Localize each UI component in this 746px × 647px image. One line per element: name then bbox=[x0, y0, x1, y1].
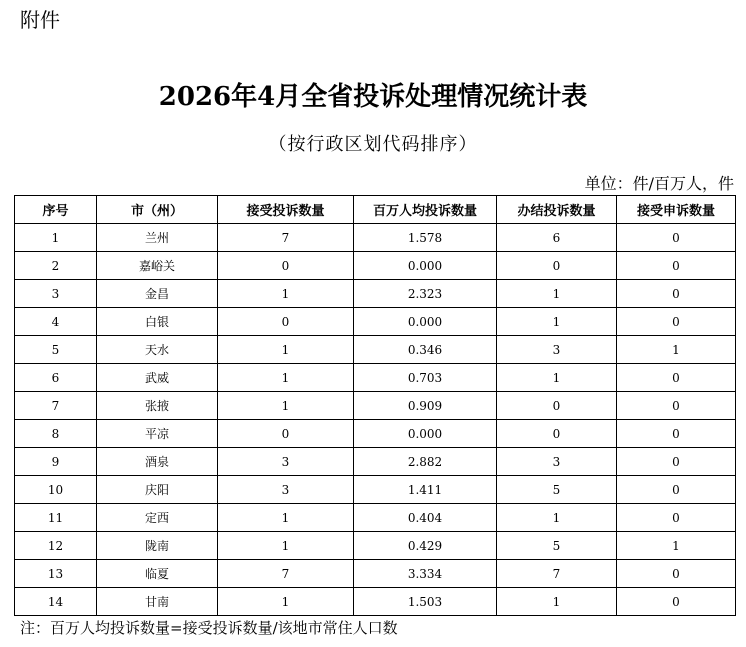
table-row bbox=[15, 364, 736, 392]
cell-complaints-received: 3 bbox=[218, 448, 354, 476]
footnote: 注：百万人均投诉数量=接受投诉数量/该地市常住人口数 bbox=[20, 619, 398, 637]
cell-appeals-received: 0 bbox=[617, 280, 736, 308]
cell-complaints-resolved: 1 bbox=[497, 588, 617, 616]
cell-index: 2 bbox=[15, 252, 97, 280]
cell-appeals-received: 0 bbox=[617, 588, 736, 616]
cell-city: 陇南 bbox=[97, 532, 218, 560]
header-complaints-received: 接受投诉数量 bbox=[218, 196, 354, 224]
cell-appeals-received: 0 bbox=[617, 560, 736, 588]
cell-complaints-per-million: 3.334 bbox=[354, 560, 497, 588]
cell-complaints-per-million: 1.411 bbox=[354, 476, 497, 504]
cell-complaints-per-million: 1.578 bbox=[354, 224, 497, 252]
table-header-row bbox=[15, 196, 736, 224]
cell-complaints-received: 1 bbox=[218, 588, 354, 616]
cell-complaints-resolved: 6 bbox=[497, 224, 617, 252]
cell-complaints-received: 0 bbox=[218, 308, 354, 336]
cell-appeals-received: 1 bbox=[617, 336, 736, 364]
cell-complaints-resolved: 1 bbox=[497, 280, 617, 308]
cell-city: 金昌 bbox=[97, 280, 218, 308]
table-row bbox=[15, 448, 736, 476]
cell-index: 12 bbox=[15, 532, 97, 560]
cell-index: 9 bbox=[15, 448, 97, 476]
cell-appeals-received: 0 bbox=[617, 420, 736, 448]
cell-complaints-resolved: 0 bbox=[497, 392, 617, 420]
cell-complaints-received: 7 bbox=[218, 224, 354, 252]
unit-label: 单位：件/百万人，件 bbox=[584, 174, 734, 193]
cell-complaints-received: 0 bbox=[218, 252, 354, 280]
cell-complaints-resolved: 5 bbox=[497, 532, 617, 560]
cell-complaints-resolved: 1 bbox=[497, 504, 617, 532]
header-complaints-per-million: 百万人均投诉数量 bbox=[354, 196, 497, 224]
cell-city: 定西 bbox=[97, 504, 218, 532]
cell-index: 7 bbox=[15, 392, 97, 420]
cell-city: 临夏 bbox=[97, 560, 218, 588]
cell-complaints-resolved: 1 bbox=[497, 308, 617, 336]
cell-appeals-received: 0 bbox=[617, 364, 736, 392]
cell-complaints-received: 1 bbox=[218, 504, 354, 532]
cell-city: 武威 bbox=[97, 364, 218, 392]
cell-index: 1 bbox=[15, 224, 97, 252]
table-row bbox=[15, 532, 736, 560]
cell-appeals-received: 0 bbox=[617, 392, 736, 420]
cell-complaints-received: 1 bbox=[218, 280, 354, 308]
cell-appeals-received: 1 bbox=[617, 532, 736, 560]
cell-complaints-resolved: 3 bbox=[497, 336, 617, 364]
cell-city: 酒泉 bbox=[97, 448, 218, 476]
cell-appeals-received: 0 bbox=[617, 476, 736, 504]
cell-complaints-received: 3 bbox=[218, 476, 354, 504]
cell-complaints-per-million: 0.000 bbox=[354, 252, 497, 280]
cell-complaints-received: 1 bbox=[218, 364, 354, 392]
page-title: 2026年4月全省投诉处理情况统计表 bbox=[158, 82, 588, 112]
cell-complaints-received: 0 bbox=[218, 420, 354, 448]
cell-appeals-received: 0 bbox=[617, 504, 736, 532]
table-row bbox=[15, 504, 736, 532]
cell-city: 甘南 bbox=[97, 588, 218, 616]
table-row bbox=[15, 308, 736, 336]
header-appeals-received: 接受申诉数量 bbox=[617, 196, 736, 224]
table-row bbox=[15, 224, 736, 252]
cell-index: 6 bbox=[15, 364, 97, 392]
cell-complaints-per-million: 0.346 bbox=[354, 336, 497, 364]
cell-complaints-per-million: 2.323 bbox=[354, 280, 497, 308]
cell-complaints-received: 1 bbox=[218, 336, 354, 364]
table-row bbox=[15, 252, 736, 280]
cell-city: 庆阳 bbox=[97, 476, 218, 504]
cell-city: 张掖 bbox=[97, 392, 218, 420]
cell-appeals-received: 0 bbox=[617, 252, 736, 280]
cell-index: 13 bbox=[15, 560, 97, 588]
statistics-table bbox=[14, 195, 736, 616]
attachment-label: 附件 bbox=[20, 8, 60, 32]
cell-complaints-resolved: 3 bbox=[497, 448, 617, 476]
cell-city: 兰州 bbox=[97, 224, 218, 252]
cell-appeals-received: 0 bbox=[617, 448, 736, 476]
header-city: 市（州） bbox=[97, 196, 218, 224]
cell-appeals-received: 0 bbox=[617, 308, 736, 336]
page-subtitle: （按行政区划代码排序） bbox=[268, 134, 478, 155]
cell-complaints-received: 1 bbox=[218, 392, 354, 420]
cell-index: 5 bbox=[15, 336, 97, 364]
cell-appeals-received: 0 bbox=[617, 224, 736, 252]
table-row bbox=[15, 476, 736, 504]
cell-complaints-received: 1 bbox=[218, 532, 354, 560]
cell-complaints-received: 7 bbox=[218, 560, 354, 588]
cell-complaints-per-million: 2.882 bbox=[354, 448, 497, 476]
cell-complaints-resolved: 1 bbox=[497, 364, 617, 392]
cell-city: 天水 bbox=[97, 336, 218, 364]
cell-complaints-per-million: 0.909 bbox=[354, 392, 497, 420]
table-row bbox=[15, 588, 736, 616]
cell-index: 8 bbox=[15, 420, 97, 448]
cell-complaints-resolved: 7 bbox=[497, 560, 617, 588]
header-complaints-resolved: 办结投诉数量 bbox=[497, 196, 617, 224]
table-row bbox=[15, 392, 736, 420]
cell-complaints-per-million: 0.000 bbox=[354, 420, 497, 448]
header-index: 序号 bbox=[15, 196, 97, 224]
cell-complaints-per-million: 1.503 bbox=[354, 588, 497, 616]
cell-index: 3 bbox=[15, 280, 97, 308]
cell-complaints-resolved: 0 bbox=[497, 420, 617, 448]
cell-index: 11 bbox=[15, 504, 97, 532]
cell-complaints-per-million: 0.000 bbox=[354, 308, 497, 336]
cell-city: 平凉 bbox=[97, 420, 218, 448]
table-row bbox=[15, 336, 736, 364]
cell-index: 14 bbox=[15, 588, 97, 616]
table-row bbox=[15, 560, 736, 588]
table-row bbox=[15, 420, 736, 448]
table-row bbox=[15, 280, 736, 308]
cell-complaints-per-million: 0.703 bbox=[354, 364, 497, 392]
cell-complaints-per-million: 0.429 bbox=[354, 532, 497, 560]
cell-complaints-resolved: 5 bbox=[497, 476, 617, 504]
cell-index: 10 bbox=[15, 476, 97, 504]
cell-complaints-per-million: 0.404 bbox=[354, 504, 497, 532]
cell-city: 白银 bbox=[97, 308, 218, 336]
cell-city: 嘉峪关 bbox=[97, 252, 218, 280]
cell-complaints-resolved: 0 bbox=[497, 252, 617, 280]
cell-index: 4 bbox=[15, 308, 97, 336]
